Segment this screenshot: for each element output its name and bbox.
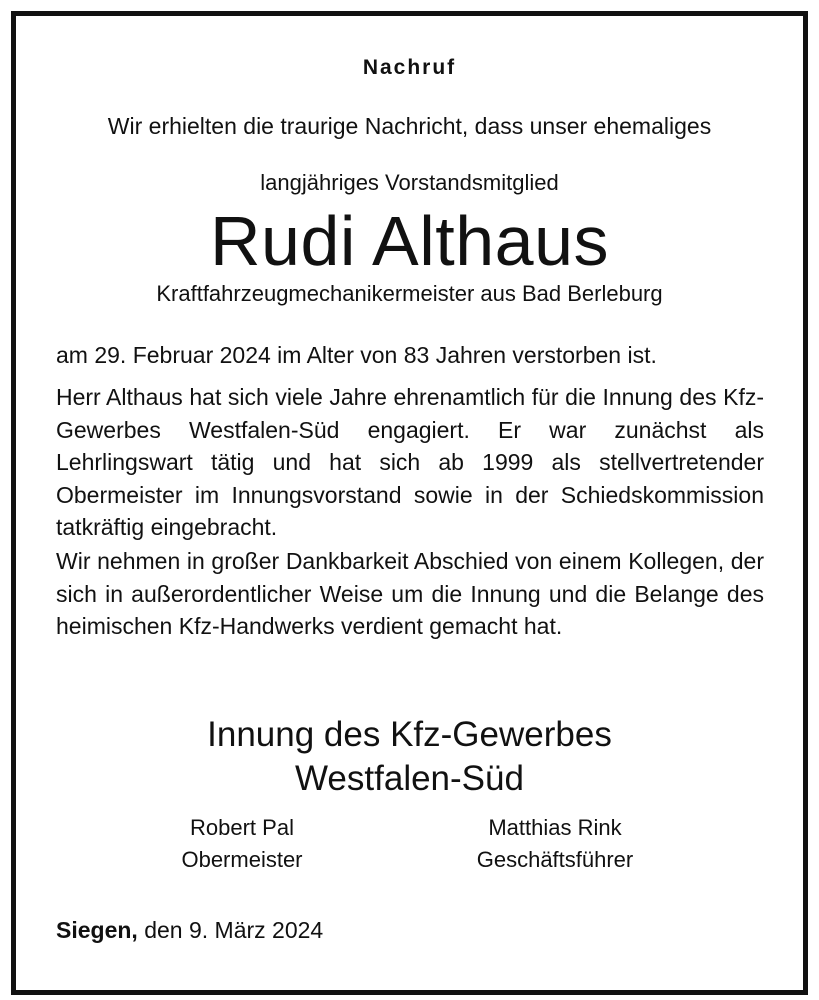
signatory-2 <box>450 812 660 876</box>
place-and-date <box>56 917 323 944</box>
signatory-1 <box>140 812 344 876</box>
organization-name-line-1: Innung des Kfz-Gewerbes <box>207 715 612 754</box>
death-line: am 29. Februar 2024 im Alter von 83 Jahren verstorben ist. <box>56 342 657 368</box>
signatory-title: Geschäftsführer <box>476 847 634 872</box>
date: den 9. März 2024 <box>144 917 324 943</box>
organization-name-line-2: Westfalen-Süd <box>295 759 524 798</box>
place: Siegen, <box>56 917 138 943</box>
deceased-name: Rudi Althaus <box>209 202 610 280</box>
notice-heading: Nachruf <box>362 56 457 79</box>
signatory-name: Robert Pal <box>190 815 294 840</box>
tribute-paragraph-1: Herr Althaus hat sich viele Jahre ehrenamtlich für die Innung des Kfz-Gewerbes Westfalen-Süd engagiert. Er war zunächst als Lehrlingswart tätig und hat sich ab 1999 als stellvertretender Obermeister im Innungsvorstand sowie in der Schiedskommission tatkräftig eingebracht. <box>56 384 764 540</box>
deceased-role: langjähriges Vorstandsmitglied <box>260 170 559 195</box>
intro-line: Wir erhielten die traurige Nachricht, dass unser ehemaliges <box>107 113 712 139</box>
deceased-profession: Kraftfahrzeugmechanikermeister aus Bad Berleburg <box>156 281 663 306</box>
signatory-name: Matthias Rink <box>488 815 622 840</box>
tribute-paragraph-2: Wir nehmen in großer Dankbarkeit Abschied von einem Kollegen, der sich in außerordentlicher Weise um die Innung und die Belange des heimischen Kfz-Handwerks verdient gemacht hat. <box>56 548 764 639</box>
signatory-title: Obermeister <box>181 847 303 872</box>
